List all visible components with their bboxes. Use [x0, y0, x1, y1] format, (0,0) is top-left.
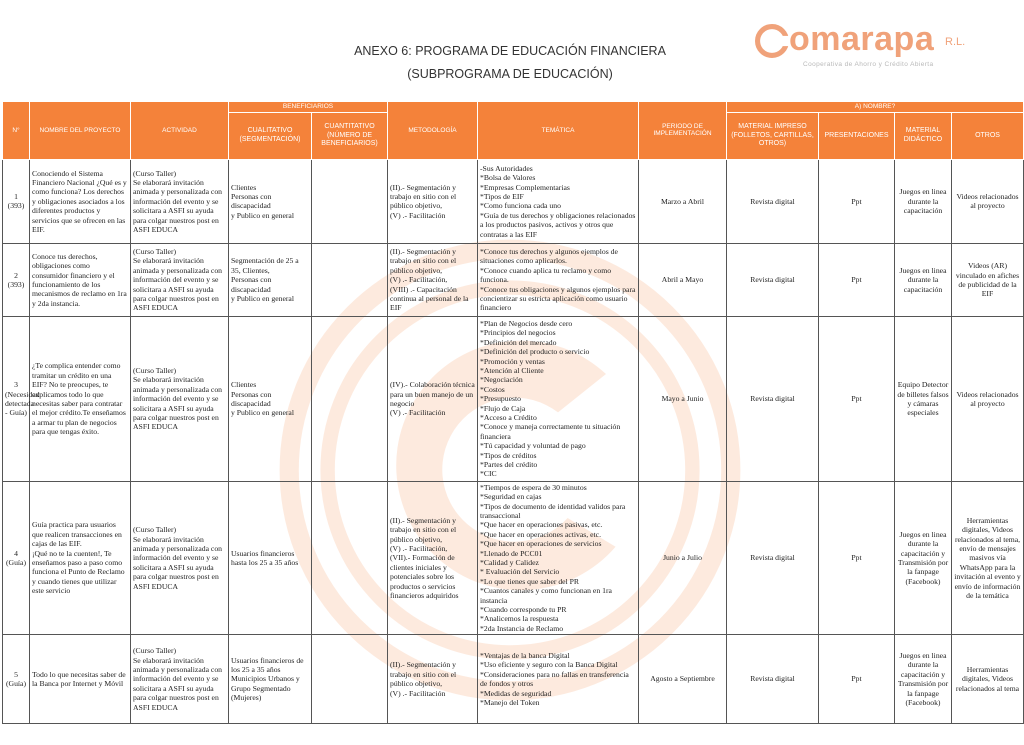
col-header-otros: OTROS — [952, 112, 1024, 159]
col-header-presentaciones: PRESENTACIONES — [819, 112, 895, 159]
cell-metodologia: (II).- Segmentación y trabajo en sitio con el público objetivo, (V) .- Facilitación — [388, 635, 478, 724]
col-header-material-impreso: MATERIAL IMPRESO (FOLLETOS, CARTILLAS, OTROS) — [727, 112, 819, 159]
table-row — [3, 635, 1024, 724]
cell-cualitativo: Usuarios financieros de los 25 a 35 años Municipios Urbanos y Grupo Segmentado (Mujeres) — [229, 635, 312, 724]
cell-n: 3 (Necesidad detectada - Guía) — [3, 316, 30, 481]
cell-otros: Videos relacionados al proyecto — [952, 159, 1024, 243]
logo-c-icon — [755, 24, 789, 58]
cell-cuantitativo — [312, 159, 388, 243]
col-header-nombre: NOMBRE DEL PROYECTO — [30, 102, 131, 160]
cell-cuantitativo — [312, 316, 388, 481]
table-row — [3, 159, 1024, 243]
cell-tematica: *Plan de Negocios desde cero *Principios del negocios *Definición del mercado *Definición del producto o servicio *Promoción y ventas *Atención al Cliente *Negociación *Costos *Presupuesto *Flujo de Caja *Acceso a Crédito *Conoce y maneja correctamente tu situación financiera *Tú capacidad y voluntad de pago *Tipos de créditos *Partes del crédito *CIC — [478, 316, 639, 481]
cell-n: 5 (Guía) — [3, 635, 30, 724]
table-row — [3, 243, 1024, 316]
col-header-tematica: TEMÁTICA — [478, 102, 639, 160]
cell-material-didactico: Equipo Detector de billetes falsos y cámaras especiales — [895, 316, 952, 481]
cell-tematica: *Ventajas de la banca Digital *Uso eficiente y seguro con la Banca Digital *Consideraciones para no fallas en transferencia de fondos y otros *Medidas de seguridad *Manejo del Token — [478, 635, 639, 724]
cell-material-didactico: Juegos en linea durante la capacitación — [895, 243, 952, 316]
cell-material-impreso: Revista digital — [727, 243, 819, 316]
cell-metodologia: (II).- Segmentación y trabajo en sitio con el público objetivo, (V) .- Facilitación, (VIII) .- Capacitación continua al personal de la EIF — [388, 243, 478, 316]
col-header-cuantitativo: CUANTITATIVO (NÚMERO DE BENEFICIARIOS) — [312, 112, 388, 159]
cell-metodologia: (IV).- Colaboración técnica para un buen manejo de un negocio (V) .- Facilitación — [388, 316, 478, 481]
col-header-material-didactico: MATERIAL DIDÁCTICO — [895, 112, 952, 159]
cell-otros: Videos relacionados al proyecto — [952, 316, 1024, 481]
cell-n: 4 (Guía) — [3, 481, 30, 634]
col-header-cualitativo: CUALITATIVO (SEGMENTACIÓN) — [229, 112, 312, 159]
cell-tematica: *Tiempos de espera de 30 minutos *Seguridad en cajas *Tipos de documento de identidad validos para transaccional *Que hacer en operaciones pasivas, etc. *Que hacer en operaciones activas, etc. *Que hacer en operaciones de servicios *Llenado de PCC01 *Calidad y Calidez * Evaluación del Servicio *Lo que tienes que saber del PR *Cuantos canales y como funcionan en 1ra instancia *Cuando corresponde tu PR *Analicemos la respuesta *2da Instancia de Reclamo — [478, 481, 639, 634]
cell-periodo: Marzo a Abril — [639, 159, 727, 243]
cell-nombre: Todo lo que necesitas saber de la Banca por Internet y Móvil — [30, 635, 131, 724]
cell-tematica: -Sus Autoridades *Bolsa de Valores *Empresas Complementarias *Tipos de EIF *Como funciona cada uno *Guía de tus derechos y obligaciones relacionados a los productos pasivos, activos y otros que contratas a las EIF — [478, 159, 639, 243]
col-header-periodo: PERIODO DE IMPLEMENTACIÓN — [639, 102, 727, 160]
company-logo — [755, 22, 985, 74]
cell-n: 1 (393) — [3, 159, 30, 243]
cell-n: 2 (393) — [3, 243, 30, 316]
cell-actividad: (Curso Taller) Se elaborará invitación animada y personalizada con información del evento y se solicitara a ASFI su ayuda para colgar nuestros post en ASFI EDUCA — [131, 316, 229, 481]
cell-presentaciones: Ppt — [819, 481, 895, 634]
cell-material-impreso: Revista digital — [727, 481, 819, 634]
cell-cuantitativo — [312, 243, 388, 316]
cell-tematica: *Conoce tus derechos y algunos ejemplos de situaciones como aplicarlos. *Conoce cuando aplica tu reclamo y como funciona. *Conoce tus obligaciones y algunos ejemplos para concientizar su estricta aplicación como usuario financiero — [478, 243, 639, 316]
cell-cualitativo: Clientes Personas con discapacidad y Publico en general — [229, 159, 312, 243]
cell-periodo: Abril a Mayo — [639, 243, 727, 316]
table-row — [3, 481, 1024, 634]
cell-nombre: ¿Te complica entender como tramitar un crédito en una EIF? No te preocupes, te explicamos todo lo que necesitas saber para contratar el mejor crédito.Te enseñamos a armar tu plan de negocios para que tengas éxito. — [30, 316, 131, 481]
cell-cualitativo: Clientes Personas con discapacidad y Publico en general — [229, 316, 312, 481]
cell-otros: Videos (AR) vinculado en afiches de publicidad de la EIF — [952, 243, 1024, 316]
cell-material-impreso: Revista digital — [727, 635, 819, 724]
cell-material-didactico: Juegos en linea durante la capacitación y Transmisión por la fanpage (Facebook) — [895, 481, 952, 634]
logo-name: omarapa — [789, 20, 935, 58]
cell-actividad: (Curso Taller) Se elaborará invitación animada y personalizada con información del evento y se solicitara a ASFI su ayuda para colgar nuestros post en ASFI EDUCA — [131, 159, 229, 243]
document-subtitle: (SUBPROGRAMA DE EDUCACIÓN) — [407, 67, 613, 81]
cell-presentaciones: Ppt — [819, 635, 895, 724]
cell-material-impreso: Revista digital — [727, 316, 819, 481]
logo-suffix: R.L. — [945, 36, 966, 48]
col-header-actividad: ACTIVIDAD — [131, 102, 229, 160]
cell-nombre: Guía practica para usuarios que realicen transacciones en cajas de las EIF. ¡Qué no te la cuenten!, Te enseñamos paso a paso como funciona el Punto de Reclamo y cuando tienes que utilizar este servicio — [30, 481, 131, 634]
cell-actividad: (Curso Taller) Se elaborará invitación animada y personalizada con información del evento y se solicitara a ASFI su ayuda para colgar nuestros post en ASFI EDUCA — [131, 635, 229, 724]
cell-presentaciones: Ppt — [819, 316, 895, 481]
cell-periodo: Mayo a Junio — [639, 316, 727, 481]
cell-metodologia: (II).- Segmentación y trabajo en sitio con el público objetivo, (V) .- Facilitación — [388, 159, 478, 243]
col-header-metodologia: METODOLOGÍA — [388, 102, 478, 160]
cell-actividad: (Curso Taller) Se elaborará invitación animada y personalizada con información del evento y se solicitara a ASFI su ayuda para colgar nuestros post en ASFI EDUCA — [131, 243, 229, 316]
group-header-a-nombre: A) NOMBRE? — [727, 102, 1024, 113]
cell-cualitativo: Segmentación de 25 a 35, Clientes, Personas con discapacidad y Publico en general — [229, 243, 312, 316]
cell-periodo: Junio a Julio — [639, 481, 727, 634]
cell-periodo: Agosto a Septiembre — [639, 635, 727, 724]
cell-material-didactico: Juegos en linea durante la capacitación — [895, 159, 952, 243]
cell-nombre: Conoce tus derechos, obligaciones como consumidor financiero y el funcionamiento de los mecanismos de reclamo en 1ra y 2da instancia. — [30, 243, 131, 316]
group-header-beneficiarios: BENEFICIARIOS — [229, 102, 388, 113]
cell-cuantitativo — [312, 635, 388, 724]
col-header-n: N° — [3, 102, 30, 160]
cell-nombre: Conociendo el Sistema Financiero Nacional ¿Qué es y como funciona? Los derechos y obligaciones asociados a los diferentes productos y servicios que se ofrecen en las EIF. — [30, 159, 131, 243]
cell-otros: Herramientas digitales, Videos relacionados al tema — [952, 635, 1024, 724]
cell-metodologia: (II).- Segmentación y trabajo en sitio con el público objetivo, (V) .- Facilitación, (VII).- Formación de clientes iniciales y potenciales sobre los productos o servicios financieros adquiridos — [388, 481, 478, 634]
cell-otros: Herramientas digitales, Videos relacionados al tema, envío de mensajes masivos vía WhatsApp para la invitación al evento y envío de información de la temática — [952, 481, 1024, 634]
education-program-table — [2, 101, 1024, 724]
cell-material-didactico: Juegos en linea durante la capacitación y Transmisión por la fanpage (Facebook) — [895, 635, 952, 724]
cell-cualitativo: Usuarios financieros hasta los 25 a 35 años — [229, 481, 312, 634]
cell-cuantitativo — [312, 481, 388, 634]
document-title: ANEXO 6: PROGRAMA DE EDUCACIÓN FINANCIERA — [354, 44, 666, 58]
cell-actividad: (Curso Taller) Se elaborará invitación animada y personalizada con información del evento y se solicitara a ASFI su ayuda para colgar nuestros post en ASFI EDUCA — [131, 481, 229, 634]
table-row — [3, 316, 1024, 481]
cell-material-impreso: Revista digital — [727, 159, 819, 243]
cell-presentaciones: Ppt — [819, 159, 895, 243]
cell-presentaciones: Ppt — [819, 243, 895, 316]
logo-tagline: Cooperativa de Ahorro y Crédito Abierta — [803, 61, 934, 68]
